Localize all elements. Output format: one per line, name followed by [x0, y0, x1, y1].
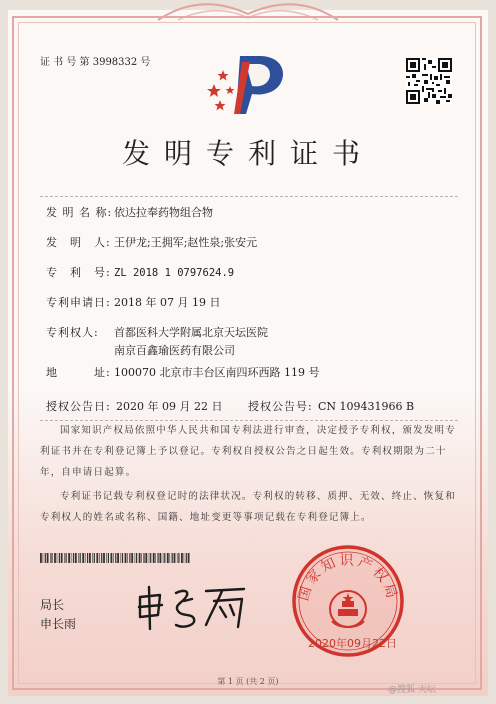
- director-signature: [134, 583, 250, 633]
- patentee-label: 专利权人:: [46, 326, 99, 339]
- grant-date-value: 2020 年 09 月 22 日: [116, 400, 223, 413]
- certificate-paragraph-1: 国家知识产权局依照中华人民共和国专利法进行审查，决定授予专利权，颁发发明专利证书并在专利登记簿上予以登记。专利权自授权公告之日起生效。专利权期限为二十年，自申请日起算。: [40, 425, 456, 478]
- patentee-value-1: 首都医科大学附属北京天坛医院: [114, 326, 268, 339]
- grant-date-label: 授权公告日:: [46, 400, 111, 413]
- address-value: 100070 北京市丰台区南四环西路 119 号: [114, 366, 320, 379]
- patentee-value-2: 南京百鑫瑜医药有限公司: [114, 344, 235, 357]
- director-title: 局长: [40, 598, 65, 612]
- grant-number-value: CN 109431966 B: [318, 400, 415, 413]
- address-label: 地 址:: [46, 366, 111, 379]
- invention-name-label: 发 明 名 称:: [46, 206, 113, 219]
- patent-number-label: 专 利 号:: [46, 266, 111, 279]
- seal-date: 2020年09月22日: [308, 637, 397, 650]
- grant-number-label: 授权公告号:: [248, 400, 313, 413]
- qr-code-icon: [406, 58, 452, 104]
- invention-name-value: 依达拉奉药物组合物: [114, 206, 213, 219]
- seal-text: 国家知识产权局: [295, 553, 401, 603]
- certificate-number: 证 书 号 第 3998332 号: [40, 57, 151, 68]
- watermark: @搜狐 天坛: [388, 685, 436, 695]
- patent-office-emblem-icon: [206, 52, 290, 118]
- application-date-value: 2018 年 07 月 19 日: [114, 296, 221, 309]
- barcode-icon: [40, 553, 190, 563]
- director-name: 申长雨: [40, 617, 77, 631]
- page-footer: 第 1 页 (共 2 页): [217, 677, 279, 686]
- application-date-label: 专利申请日:: [46, 296, 111, 309]
- inventor-label: 发 明 人:: [46, 236, 111, 249]
- inventor-value: 王伊龙;王拥军;赵性泉;张安元: [114, 236, 258, 249]
- patent-number-value: ZL 2018 1 0797624.9: [114, 267, 235, 279]
- certificate-paragraph-2: 专利证书记载专利权登记时的法律状况。专利权的转移、质押、无效、终止、恢复和专利权人的姓名或名称、国籍、地址变更等事项记载在专利登记簿上。: [40, 491, 456, 523]
- certificate-title: 发明专利证书: [121, 137, 374, 170]
- divider-top: [40, 196, 458, 197]
